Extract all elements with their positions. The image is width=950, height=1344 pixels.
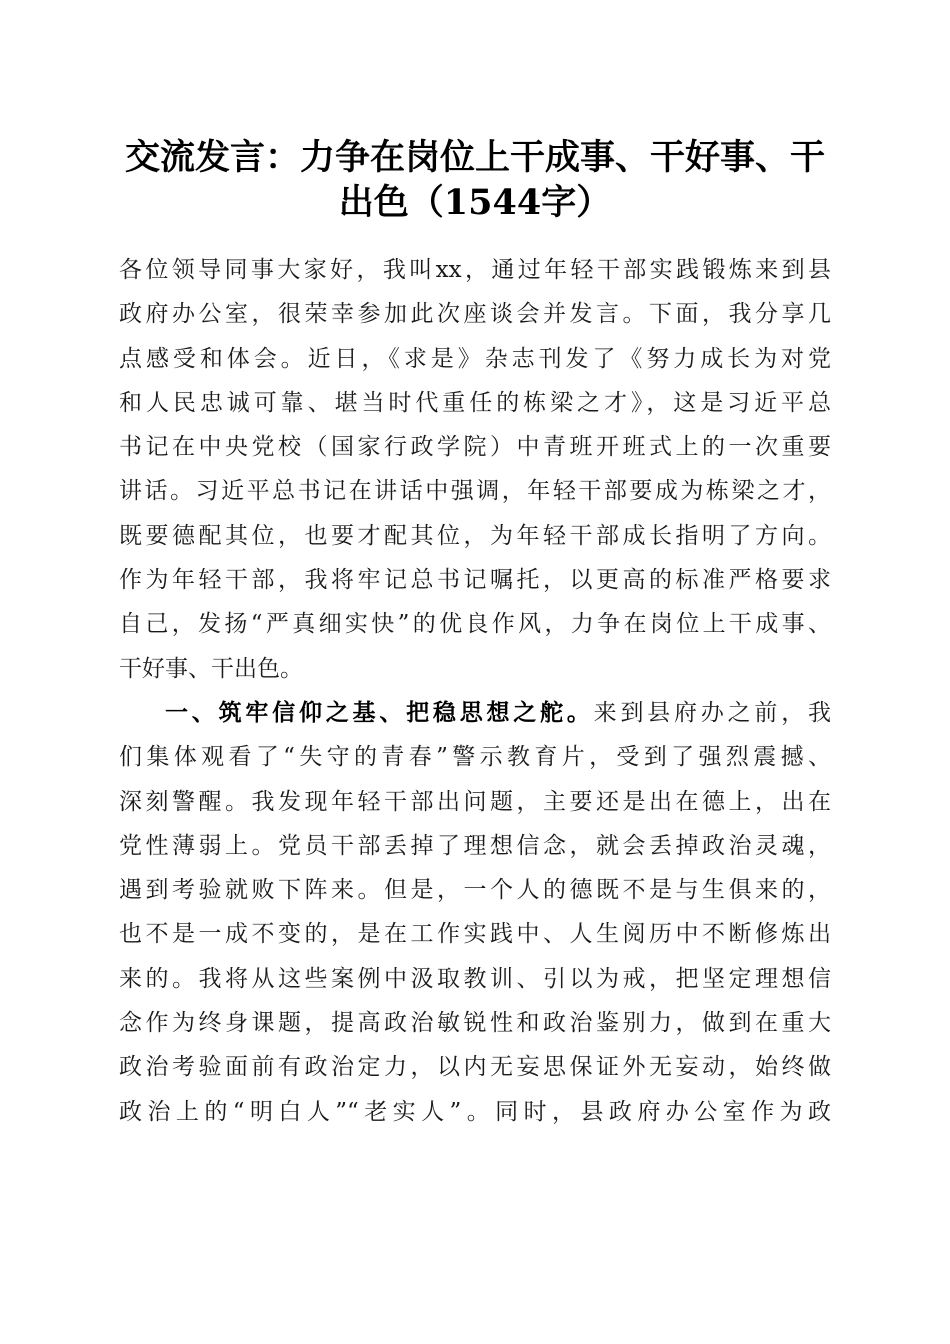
paragraph-line: 党性薄弱上。党员干部丢掉了理想信念，就会丢掉政治灵魂， [119,832,831,859]
document-title [110,135,840,225]
paragraph-2 [119,691,831,1134]
paragraph-line: 深刻警醒。我发现年轻干部出问题，主要还是出在德上，出在 [119,788,831,815]
paragraph-line: 政治考验面前有政治定力，以内无妄思保证外无妄动，始终做 [119,1054,831,1081]
paragraph-line: 念作为终身课题，提高政治敏锐性和政治鉴别力，做到在重大 [119,1010,831,1037]
title-line-2: 出色（1544字） [338,182,612,223]
paragraph-line: 讲话。习近平总书记在讲话中强调，年轻干部要成为栋梁之才， [119,478,831,505]
paragraph-line: 和人民忠诚可靠、堪当时代重任的栋梁之才》，这是习近平总 [119,389,831,416]
paragraph-line: 政治上的“明白人”“老实人”。同时，县政府办公室作为政 [119,1098,831,1125]
paragraph-line: 干好事、干出色。 [119,655,303,682]
paragraph-line: 也不是一成不变的，是在工作实践中、人生阅历中不断修炼出 [119,921,831,948]
paragraph-line: 政府办公室，很荣幸参加此次座谈会并发言。下面，我分享几 [119,301,831,328]
paragraph-line: 既要德配其位，也要才配其位，为年轻干部成长指明了方向。 [119,522,831,549]
paragraph-line: 书记在中央党校（国家行政学院）中青班开班式上的一次重要 [119,434,831,461]
paragraph-line: 各位领导同事大家好，我叫xx，通过年轻干部实践锻炼来到县 [119,257,831,283]
document-body [119,248,831,1134]
paragraph-line: 点感受和体会。近日，《求是》杂志刊发了《努力成长为对党 [119,345,831,372]
paragraph-line: 遇到考验就败下阵来。但是，一个人的德既不是与生俱来的， [119,877,831,904]
paragraph-line: 来的。我将从这些案例中汲取教训、引以为戒，把坚定理想信 [119,965,831,992]
paragraph-first-line-rest: 来到县府办之前，我 [593,699,832,726]
paragraph-first-line [119,691,831,735]
paragraph-line: 们集体观看了“失守的青春”警示教育片，受到了强烈震撼、 [119,744,831,771]
section-heading: 一、筑牢信仰之基、把稳思想之舵。 [165,698,594,726]
paragraph-1 [119,248,831,691]
paragraph-line: 自己，发扬“严真细实快”的优良作风，力争在岗位上干成事、 [119,611,831,638]
paragraph-line: 作为年轻干部，我将牢记总书记嘱托，以更高的标准严格要求 [119,567,831,594]
title-line-1: 交流发言：力争在岗位上干成事、干好事、干 [124,137,825,178]
